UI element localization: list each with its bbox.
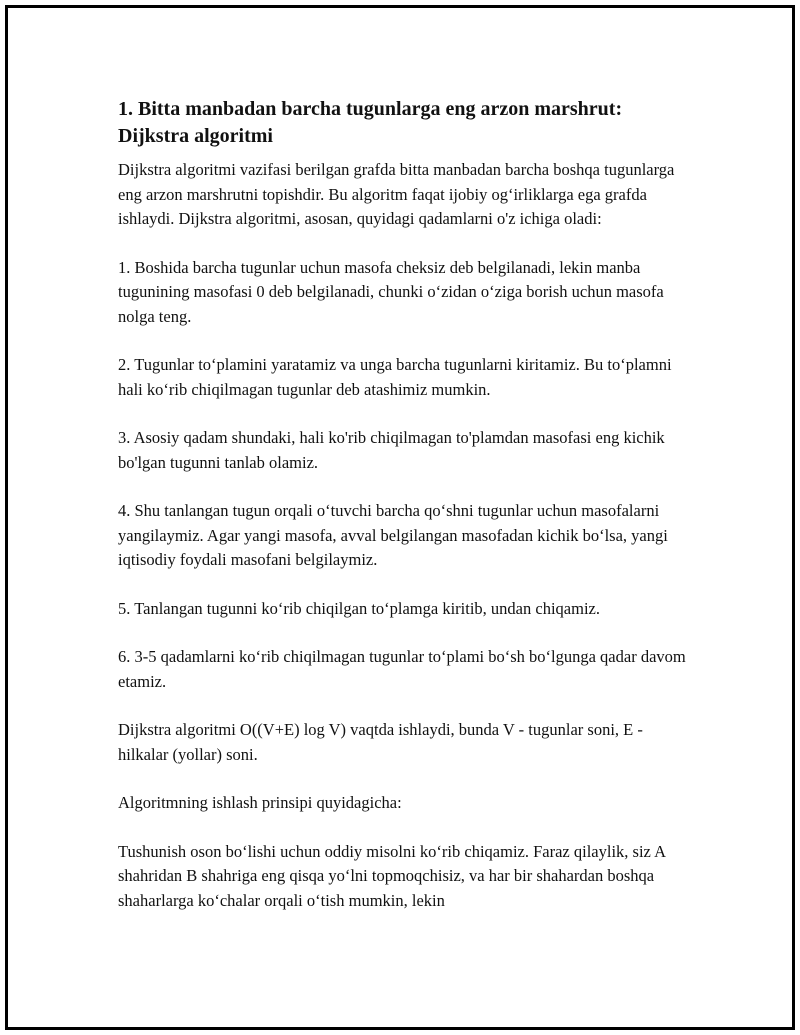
paragraph-step-4: 4. Shu tanlangan tugun orqali o‘tuvchi barcha qo‘shni tugunlar uchun masofalarni yangilaymiz. Agar yangi masofa, avval belgilangan masofadan kichik bo‘lsa, yangi iqtisodiy foydali masofani belgilaymiz. (118, 501, 668, 569)
paragraph-intro: Dijkstra algoritmi vazifasi berilgan grafda bitta manbadan barcha boshqa tugunlarga eng arzon marshrutni topishdir. Bu algoritm faqat ijobiy og‘irliklarga ega grafda ishlaydi. Dijkstra algoritmi, asosan, quyidagi qadamlarni o'z ichiga oladi: (118, 160, 675, 228)
paragraph-step-3: 3. Asosiy qadam shundaki, hali ko'rib chiqilmagan to'plamdan masofasi eng kichik bo'lgan tugunni tanlab olamiz. (118, 428, 665, 472)
document-body (118, 96, 688, 937)
document-title: 1. Bitta manbadan barcha tugunlarga eng arzon marshrut: Dijkstra algoritmi (118, 98, 623, 147)
paragraph-step-5: 5. Tanlangan tugunni ko‘rib chiqilgan to‘plamga kiritib, undan chiqamiz. (118, 598, 600, 618)
paragraph-principle: Algoritmning ishlash prinsipi quyidagicha: (118, 793, 402, 812)
paragraph-example: Tushunish oson bo‘lishi uchun oddiy misolni ko‘rib chiqamiz. Faraz qilaylik, siz A shahridan B shahriga eng qisqa yo‘lni topmoqchisiz, va har bir shahardan boshqa shaharlarga ko‘chalar orqali o‘tish mumkin, lekin (118, 841, 666, 910)
paragraph-step-1: 1. Boshida barcha tugunlar uchun masofa cheksiz deb belgilanadi, lekin manba tugunining masofasi 0 deb belgilanadi, chunki o‘zidan o‘ziga borish uchun masofa nolga teng. (118, 257, 664, 326)
paragraph-step-6: 6. 3-5 qadamlarni ko‘rib chiqilmagan tugunlar to‘plami bo‘sh bo‘lgunga qadar davom etamiz. (118, 647, 686, 691)
paragraph-step-2: 2. Tugunlar to‘plamini yaratamiz va unga barcha tugunlarni kiritamiz. Bu to‘plamni hali ko‘rib chiqilmagan tugunlar deb atashimiz mumkin. (118, 355, 672, 399)
paragraph-complexity: Dijkstra algoritmi O((V+E) log V) vaqtda ishlaydi, bunda V - tugunlar soni, E - hilkalar (yollar) soni. (118, 720, 643, 764)
